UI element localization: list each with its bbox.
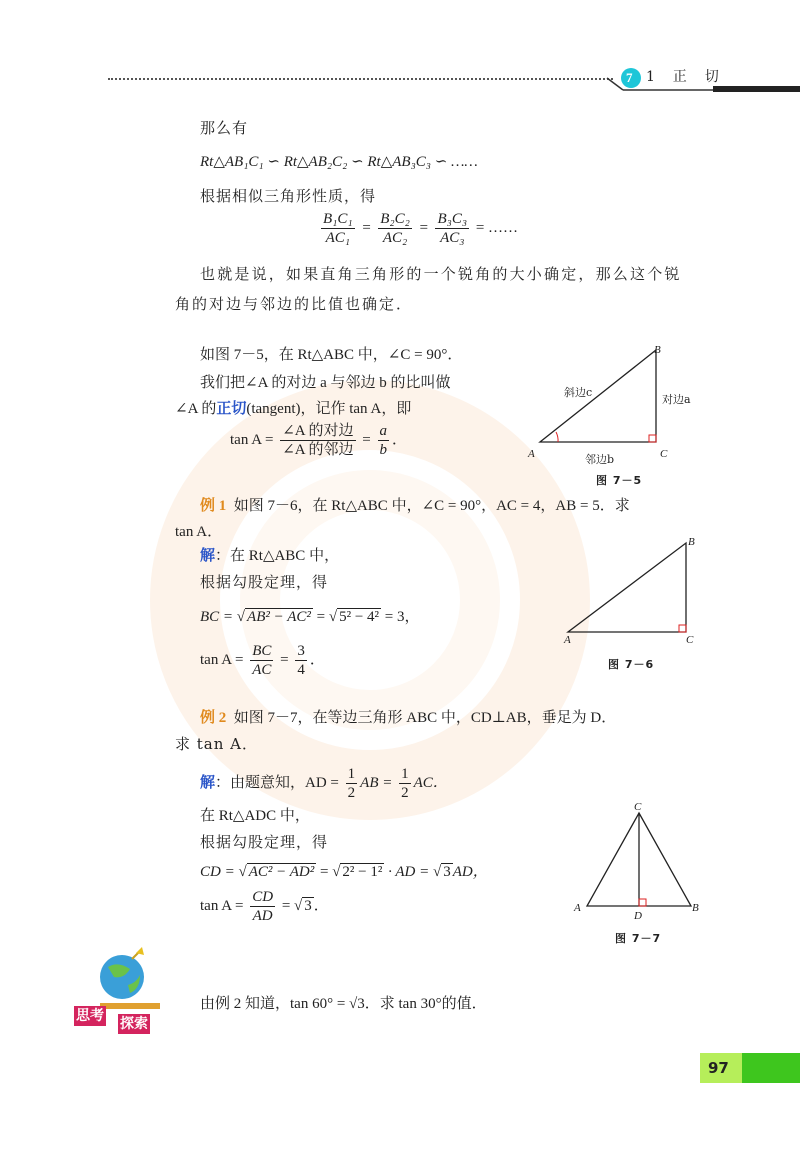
- text-line: 求 tan A．: [175, 735, 259, 753]
- fig77-label-C: C: [634, 801, 642, 813]
- similar-chain: Rt△AB₁C₁ ∽ Rt△AB₂C₂ ∽ Rt△AB₃C₃ ∽ ……: [200, 154, 478, 170]
- text-line: 我们把∠A 的对边 a 与邻边 b 的比叫做: [200, 375, 451, 391]
- text-line: 角的对边与邻边的比值也确定．: [175, 295, 414, 313]
- figure-7-5: [530, 340, 730, 470]
- text-line: tan A．: [175, 524, 223, 540]
- term-tangent: 正切: [216, 401, 247, 417]
- tan-a-formula-1: tan A = $\frac{BC}{AC}$ = $\frac{3}{4}$ ．: [200, 643, 325, 678]
- explore-label-1: 思考: [76, 1008, 104, 1024]
- fig75-caption: 图 7－5: [596, 474, 643, 487]
- chapter-number: 7: [626, 70, 633, 85]
- fig75-label-B: B: [654, 344, 661, 356]
- figure-7-7: [580, 805, 710, 915]
- solution-1-line: 解：在 Rt△ABC 中，: [200, 548, 340, 564]
- ratio-formula: $\frac{\text{B₁C₁}}{\text{AC₁}}$ = $\frac{\text{B₂C₂}}{\text{AC₂}}$ = $\frac{\text{B₃C₃}}{\text{AC₃}}$ = ……: [323, 211, 519, 246]
- example-2-line: 例 2 如图 7－7，在等边三角形 ABC 中，CD⊥AB，垂足为 D．: [200, 710, 617, 726]
- example-1-label: 例 1: [200, 498, 227, 514]
- solution-2-line: 解：由题意知，AD = $\frac{1}{2}$ AB = $\frac{1}{2}$ AC．: [200, 766, 448, 801]
- fig75-adjacent-label: 邻边b: [585, 453, 615, 466]
- example-1-line: 例 1 如图 7－6，在 Rt△ABC 中，∠C = 90°，AC = 4，AB = 5．求: [200, 498, 630, 514]
- fig75-hypotenuse-label: 斜边c: [564, 386, 593, 399]
- text-line: 也就是说，如果直角三角形的一个锐角的大小确定，那么这个锐: [200, 265, 682, 283]
- fig77-label-B: B: [692, 902, 699, 914]
- fig77-caption: 图 7－7: [615, 932, 662, 945]
- text-line: 那么有: [200, 119, 249, 137]
- text-line: 如图 7－5，在 Rt△ABC 中，∠C = 90°．: [200, 347, 463, 363]
- fig77-label-A: A: [574, 902, 581, 914]
- fig76-caption: 图 7－6: [608, 658, 655, 671]
- fig77-label-D: D: [634, 910, 642, 922]
- section-title: 1 正 切: [646, 69, 722, 85]
- definition-line: ∠A 的正切(tangent)，记作 tan A，即: [175, 401, 412, 417]
- fig75-opposite-label: 对边a: [662, 393, 691, 406]
- tan-definition-formula: tan A = $\frac{\text{∠A 的对边}}{\text{∠A 的邻边}}$ = $\frac{a}{b}$ ．: [230, 423, 408, 458]
- fig76-label-B: B: [688, 536, 695, 548]
- fig76-label-A: A: [564, 634, 571, 646]
- header-dotted-rule: [108, 78, 613, 80]
- page-number: 97: [708, 1059, 729, 1077]
- tan-a-formula-2: tan A = $\frac{CD}{AD}$ = √ 3 ．: [200, 889, 329, 924]
- fig75-label-C: C: [660, 448, 668, 460]
- fig76-label-C: C: [686, 634, 694, 646]
- cd-formula: CD = √ AC² − AD² = √ 2² − 1² · AD = √ 3 AD，: [200, 864, 488, 880]
- example-2-label: 例 2: [200, 710, 227, 726]
- text-line: 根据相似三角形性质，得: [200, 187, 377, 205]
- bc-formula: BC = √ AB² − AC² = √ 5² − 4² = 3，: [200, 609, 420, 625]
- explore-question: 由例 2 知道，tan 60° = √3．求 tan 30°的值．: [200, 996, 487, 1012]
- text-line: 在 Rt△ADC 中，: [200, 808, 310, 824]
- fig75-label-A: A: [528, 448, 535, 460]
- explore-label-2: 探索: [120, 1016, 148, 1032]
- text-line: 根据勾股定理，得: [200, 573, 329, 591]
- text-line: 根据勾股定理，得: [200, 833, 329, 851]
